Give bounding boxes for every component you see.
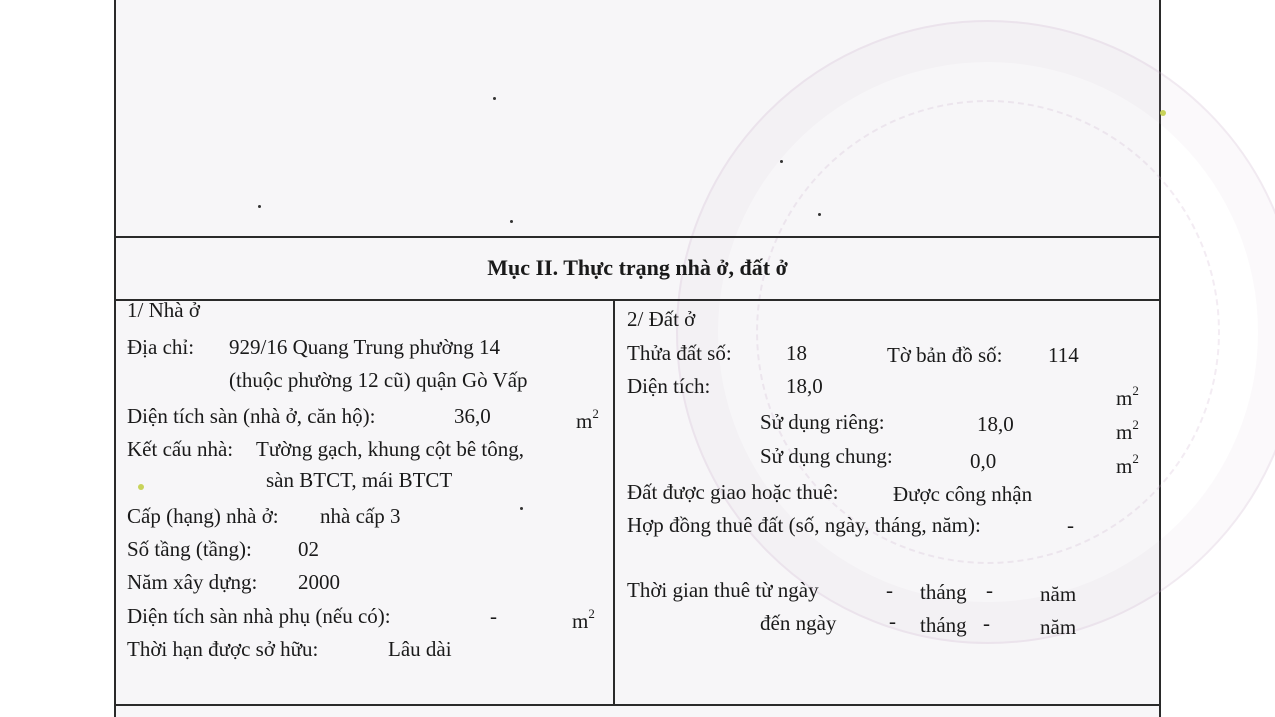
floors-value: 02 bbox=[298, 537, 319, 561]
shared-use-unit: $m^2$ bbox=[1116, 451, 1139, 478]
shared-use-value: 0,0 bbox=[970, 449, 997, 473]
address-line1: 929/16 Quang Trung phường 14 bbox=[229, 335, 501, 359]
shared-use-label: Sử dụng chung: bbox=[760, 444, 893, 468]
table-top-border bbox=[114, 236, 1161, 238]
scan-speck bbox=[1160, 110, 1166, 116]
structure-label: Kết cấu nhà: bbox=[127, 437, 234, 461]
scan-speck bbox=[493, 97, 496, 100]
aux-area-label: Diện tích sàn nhà phụ (nếu có): bbox=[127, 604, 391, 628]
grade-value: nhà cấp 3 bbox=[320, 504, 401, 528]
year-built-label: Năm xây dựng: bbox=[127, 570, 258, 594]
lease-from-day: - bbox=[886, 578, 893, 602]
scan-speck bbox=[138, 484, 144, 490]
private-use-label: Sử dụng riêng: bbox=[760, 410, 885, 434]
grade-label: Cấp (hạng) nhà ở: bbox=[127, 504, 279, 528]
land-area-value: 18,0 bbox=[786, 374, 823, 398]
house-heading: 1/ Nhà ở bbox=[127, 298, 200, 322]
scan-speck bbox=[520, 507, 523, 510]
lease-from-year-label: năm bbox=[1040, 582, 1077, 606]
scan-speck bbox=[780, 160, 783, 163]
scan-speck bbox=[510, 220, 513, 223]
structure-line1: Tường gạch, khung cột bê tông, bbox=[256, 437, 525, 461]
parcel-label: Thửa đất số: bbox=[627, 341, 732, 365]
lease-to-label: đến ngày bbox=[760, 611, 837, 635]
private-use-value: 18,0 bbox=[977, 412, 1014, 436]
lease-from-label: Thời gian thuê từ ngày bbox=[627, 578, 819, 602]
address-line2: (thuộc phường 12 cũ) quận Gò Vấp bbox=[229, 368, 528, 392]
floor-area-label: Diện tích sàn (nhà ở, căn hộ): bbox=[127, 404, 376, 428]
structure-line2: sàn BTCT, mái BTCT bbox=[266, 468, 453, 492]
lease-contract-label: Hợp đồng thuê đất (số, ngày, tháng, năm): bbox=[627, 513, 981, 537]
scan-speck bbox=[258, 205, 261, 208]
table-bottom-border bbox=[114, 704, 1161, 706]
address-label: Địa chỉ: bbox=[127, 335, 195, 359]
aux-area-value: - bbox=[490, 604, 497, 628]
lease-to-year-label: năm bbox=[1040, 615, 1077, 639]
lease-to-day: - bbox=[889, 609, 896, 633]
column-divider bbox=[613, 300, 615, 704]
map-sheet-value: 114 bbox=[1048, 343, 1079, 367]
lease-from-month-label: tháng bbox=[920, 580, 967, 604]
map-sheet-label: Tờ bản đồ số: bbox=[887, 343, 1003, 367]
section-title: Mục II. Thực trạng nhà ở, đất ở bbox=[487, 255, 788, 280]
allocation-label: Đất được giao hoặc thuê: bbox=[627, 480, 839, 504]
lease-to-month: - bbox=[983, 611, 990, 635]
lease-contract-value: - bbox=[1067, 513, 1074, 537]
ownership-value: Lâu dài bbox=[388, 637, 452, 661]
parcel-value: 18 bbox=[786, 341, 807, 365]
land-area-label: Diện tích: bbox=[627, 374, 711, 398]
lease-to-month-label: tháng bbox=[920, 613, 967, 637]
lease-from-month: - bbox=[986, 578, 993, 602]
floor-area-value: 36,0 bbox=[454, 404, 491, 428]
private-use-unit: $m^2$ bbox=[1116, 417, 1139, 444]
land-heading: 2/ Đất ở bbox=[627, 307, 696, 331]
scan-speck bbox=[818, 213, 821, 216]
ownership-label: Thời hạn được sở hữu: bbox=[127, 637, 319, 661]
year-built-value: 2000 bbox=[298, 570, 340, 594]
floors-label: Số tầng (tầng): bbox=[127, 537, 252, 561]
floor-area-unit: $m^2$ bbox=[576, 406, 599, 433]
land-area-unit: $m^2$ bbox=[1116, 383, 1139, 410]
aux-area-unit: $m^2$ bbox=[572, 606, 595, 633]
allocation-value: Được công nhận bbox=[893, 482, 1033, 506]
table-header-border bbox=[114, 299, 1161, 301]
